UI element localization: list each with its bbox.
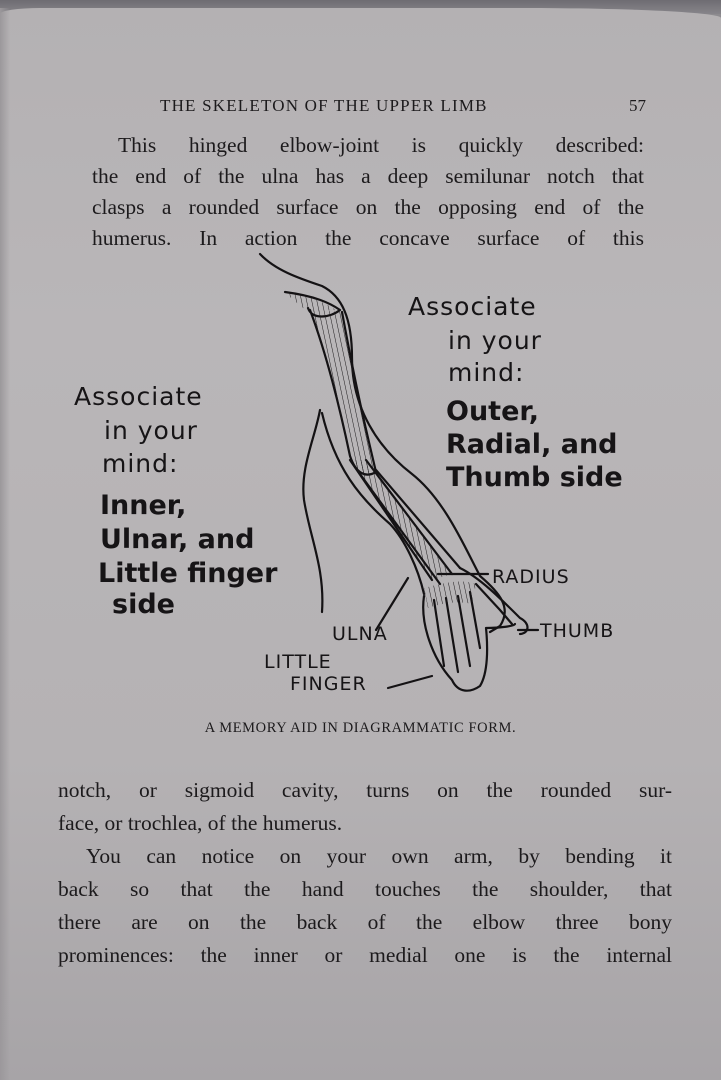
text-line: clasps a rounded surface on the opposing end of the	[92, 195, 644, 219]
page-number: 57	[629, 96, 646, 115]
right-note-line: mind:	[448, 358, 525, 387]
right-note-emphasis: Thumb side	[446, 462, 623, 493]
right-note-emphasis: Radial, and	[446, 429, 618, 460]
arm-diagram-figure	[60, 248, 680, 708]
left-note-emphasis: Inner,	[100, 490, 187, 521]
text-line: face, or trochlea, of the humerus.	[58, 811, 343, 835]
right-note-emphasis: Outer,	[446, 396, 539, 427]
paragraph-elbow-prominences	[58, 775, 672, 973]
running-head	[160, 96, 650, 116]
text-line: prominences: the inner or medial one is the internal	[58, 943, 672, 967]
label-little: LITTLE	[264, 651, 332, 673]
paragraph-elbow-joint	[92, 130, 644, 254]
text-line: This hinged elbow-joint is quickly described:	[118, 133, 644, 157]
text-line: the end of the ulna has a deep semilunar notch that	[92, 164, 644, 188]
label-ulna: ULNA	[332, 623, 388, 645]
text-line: notch, or sigmoid cavity, turns on the rounded sur-	[58, 778, 672, 802]
label-finger: FINGER	[290, 673, 367, 695]
right-note-line: in your	[448, 326, 542, 355]
left-note-emphasis: side	[112, 589, 175, 620]
text-line: You can notice on your own arm, by bending it	[86, 844, 672, 868]
left-note-emphasis: Ulnar, and	[100, 524, 255, 555]
left-note-line: in your	[104, 416, 198, 445]
right-note-line: Associate	[408, 292, 537, 321]
figure-caption: A MEMORY AID IN DIAGRAMMATIC FORM.	[204, 720, 517, 736]
book-page	[0, 8, 721, 1080]
text-line: there are on the back of the elbow three bony	[58, 910, 672, 934]
text-line: humerus. In action the concave surface of this	[92, 226, 644, 250]
left-note-line: Associate	[74, 382, 203, 411]
left-note-line: mind:	[102, 449, 179, 478]
left-note-emphasis: Little finger	[98, 558, 278, 589]
chapter-title: THE SKELETON OF THE UPPER LIMB	[160, 96, 488, 115]
text-line: back so that the hand touches the shoulder, that	[58, 877, 672, 901]
label-thumb: THUMB	[540, 620, 615, 642]
label-radius: RADIUS	[492, 566, 570, 588]
